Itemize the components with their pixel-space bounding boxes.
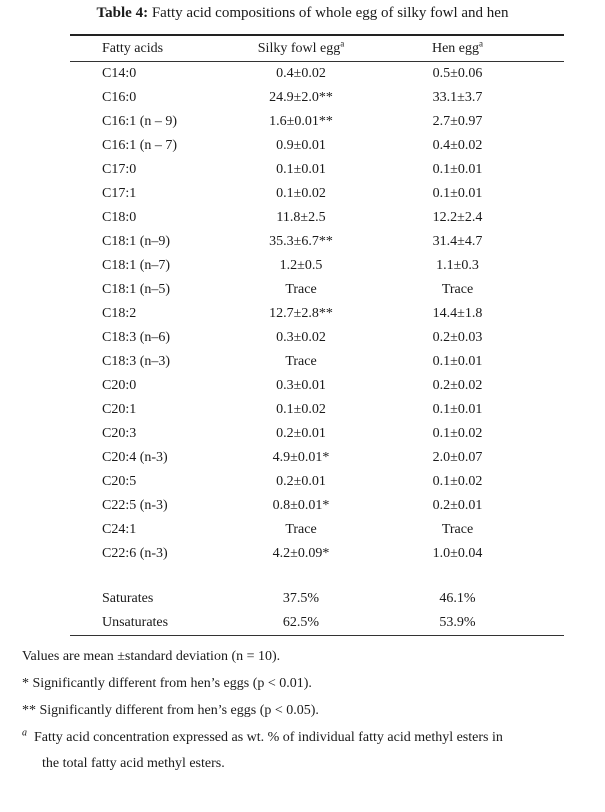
cell-hen: 1.1±0.3 — [436, 258, 479, 273]
cell-fatty-acid: C22:6 (n-3) — [102, 546, 168, 561]
cell-hen: 46.1% — [439, 591, 476, 606]
cell-fatty-acid: C16:1 (n – 7) — [102, 138, 178, 153]
cell-fatty-acid: C14:0 — [102, 66, 137, 81]
note-significance-2: ** Significantly different from hen’s eggs (p < 0.05). — [22, 703, 319, 718]
caption-label: Table 4: — [96, 5, 149, 21]
cell-silky-fowl: 35.3±6.7** — [269, 234, 333, 249]
summary-row — [70, 587, 564, 611]
table-row — [70, 470, 564, 494]
table-row — [70, 302, 564, 326]
cell-silky-fowl: 0.9±0.01 — [276, 138, 326, 153]
cell-silky-fowl: 0.2±0.01 — [276, 474, 326, 489]
cell-hen: 0.2±0.03 — [432, 330, 483, 345]
table-row — [70, 134, 564, 158]
table-row — [70, 182, 564, 206]
cell-fatty-acid: C20:1 — [102, 402, 137, 417]
table-row — [70, 110, 564, 134]
note-a-line2: the total fatty acid methyl esters. — [42, 756, 225, 771]
cell-hen: 0.1±0.01 — [432, 162, 483, 177]
cell-silky-fowl: 0.3±0.02 — [276, 330, 326, 345]
cell-hen: 0.5±0.06 — [432, 66, 483, 81]
cell-hen: 0.2±0.01 — [432, 498, 483, 513]
cell-hen: 0.1±0.02 — [432, 426, 483, 441]
header-hen — [395, 37, 520, 61]
cell-fatty-acid: C16:0 — [102, 90, 137, 105]
cell-silky-fowl: Trace — [285, 522, 317, 537]
cell-hen: 0.4±0.02 — [432, 138, 483, 153]
cell-silky-fowl: 0.1±0.01 — [276, 162, 326, 177]
table-row — [70, 230, 564, 254]
cell-silky-fowl: 1.6±0.01** — [269, 114, 333, 129]
cell-hen: 12.2±2.4 — [432, 210, 483, 225]
table-row — [70, 542, 564, 566]
cell-silky-fowl: 1.2±0.5 — [279, 258, 323, 273]
table-row — [70, 62, 564, 86]
cell-silky-fowl: 62.5% — [282, 615, 320, 630]
table-header-row — [70, 37, 564, 61]
cell-hen: Trace — [441, 522, 474, 537]
table-caption — [0, 3, 605, 23]
header-silky-label: Silky fowl egg — [257, 41, 341, 56]
cell-fatty-acid: C20:3 — [102, 426, 137, 441]
cell-fatty-acid: C18:1 (n–9) — [102, 234, 171, 249]
cell-hen: 0.1±0.01 — [432, 402, 483, 417]
header-hen-sup: a — [479, 38, 484, 49]
cell-silky-fowl: Trace — [285, 282, 317, 297]
caption-text: Fatty acid compositions of whole egg of silky fowl and hen — [151, 5, 509, 21]
table-row — [70, 206, 564, 230]
table-row — [70, 350, 564, 374]
table-row — [70, 278, 564, 302]
note-significance-1: * Significantly different from hen’s eggs (p < 0.01). — [22, 676, 312, 691]
cell-fatty-acid: C24:1 — [102, 522, 137, 537]
table-row — [70, 494, 564, 518]
cell-silky-fowl: 24.9±2.0** — [269, 90, 333, 105]
header-hen-label: Hen egg — [431, 41, 480, 56]
table-bottom-rule — [70, 635, 564, 636]
cell-fatty-acid: C22:5 (n-3) — [102, 498, 168, 513]
cell-silky-fowl: Trace — [285, 354, 317, 369]
cell-fatty-acid: C20:0 — [102, 378, 137, 393]
table-row — [70, 374, 564, 398]
cell-silky-fowl: 37.5% — [282, 591, 320, 606]
cell-silky-fowl: 0.1±0.02 — [276, 402, 326, 417]
summary-row — [70, 611, 564, 635]
table-top-rule — [70, 34, 564, 36]
note-a-text: Fatty acid concentration expressed as wt. % of individual fatty acid methyl esters in — [34, 730, 503, 745]
cell-fatty-acid: C18:3 (n–3) — [102, 354, 171, 369]
cell-hen: 2.0±0.07 — [432, 450, 483, 465]
cell-fatty-acid: C18:3 (n–6) — [102, 330, 171, 345]
cell-hen: 0.1±0.02 — [432, 474, 483, 489]
cell-summary-label: Unsaturates — [102, 615, 169, 630]
cell-fatty-acid: C18:2 — [102, 306, 137, 321]
table-row — [70, 518, 564, 542]
cell-hen: Trace — [441, 282, 474, 297]
table-row — [70, 86, 564, 110]
cell-silky-fowl: 12.7±2.8** — [269, 306, 333, 321]
header-silky-fowl — [230, 37, 372, 61]
cell-hen: 0.2±0.02 — [432, 378, 483, 393]
header-fatty-acids: Fatty acids — [102, 41, 164, 56]
table-row — [70, 422, 564, 446]
cell-hen: 0.1±0.01 — [432, 354, 483, 369]
table-row — [70, 446, 564, 470]
cell-hen: 33.1±3.7 — [432, 90, 483, 105]
cell-silky-fowl: 0.3±0.01 — [276, 378, 326, 393]
note-a-line1 — [22, 728, 503, 748]
cell-fatty-acid: C16:1 (n – 9) — [102, 114, 178, 129]
table-row — [70, 326, 564, 350]
cell-fatty-acid: C18:1 (n–7) — [102, 258, 171, 273]
header-silky-sup: a — [340, 38, 345, 49]
cell-silky-fowl: 4.9±0.01* — [272, 450, 330, 465]
note-mean: Values are mean ±standard deviation (n = 10). — [22, 649, 281, 664]
table-row — [70, 158, 564, 182]
cell-silky-fowl: 11.8±2.5 — [276, 210, 326, 225]
table-row — [70, 254, 564, 278]
cell-fatty-acid: C20:5 — [102, 474, 137, 489]
note-a-marker: a — [22, 727, 27, 739]
cell-fatty-acid: C18:0 — [102, 210, 137, 225]
cell-summary-label: Saturates — [102, 591, 154, 606]
cell-hen: 31.4±4.7 — [432, 234, 483, 249]
cell-hen: 1.0±0.04 — [432, 546, 483, 561]
cell-hen: 0.1±0.01 — [432, 186, 483, 201]
cell-hen: 2.7±0.97 — [432, 114, 483, 129]
table-row — [70, 398, 564, 422]
cell-fatty-acid: C18:1 (n–5) — [102, 282, 171, 297]
cell-hen: 53.9% — [439, 615, 476, 630]
cell-fatty-acid: C17:1 — [102, 186, 137, 201]
cell-silky-fowl: 0.1±0.02 — [276, 186, 326, 201]
cell-hen: 14.4±1.8 — [432, 306, 483, 321]
cell-fatty-acid: C20:4 (n-3) — [102, 450, 168, 465]
cell-silky-fowl: 0.4±0.02 — [276, 66, 326, 81]
cell-silky-fowl: 0.8±0.01* — [272, 498, 330, 513]
cell-silky-fowl: 0.2±0.01 — [276, 426, 326, 441]
cell-fatty-acid: C17:0 — [102, 162, 137, 177]
cell-silky-fowl: 4.2±0.09* — [272, 546, 330, 561]
